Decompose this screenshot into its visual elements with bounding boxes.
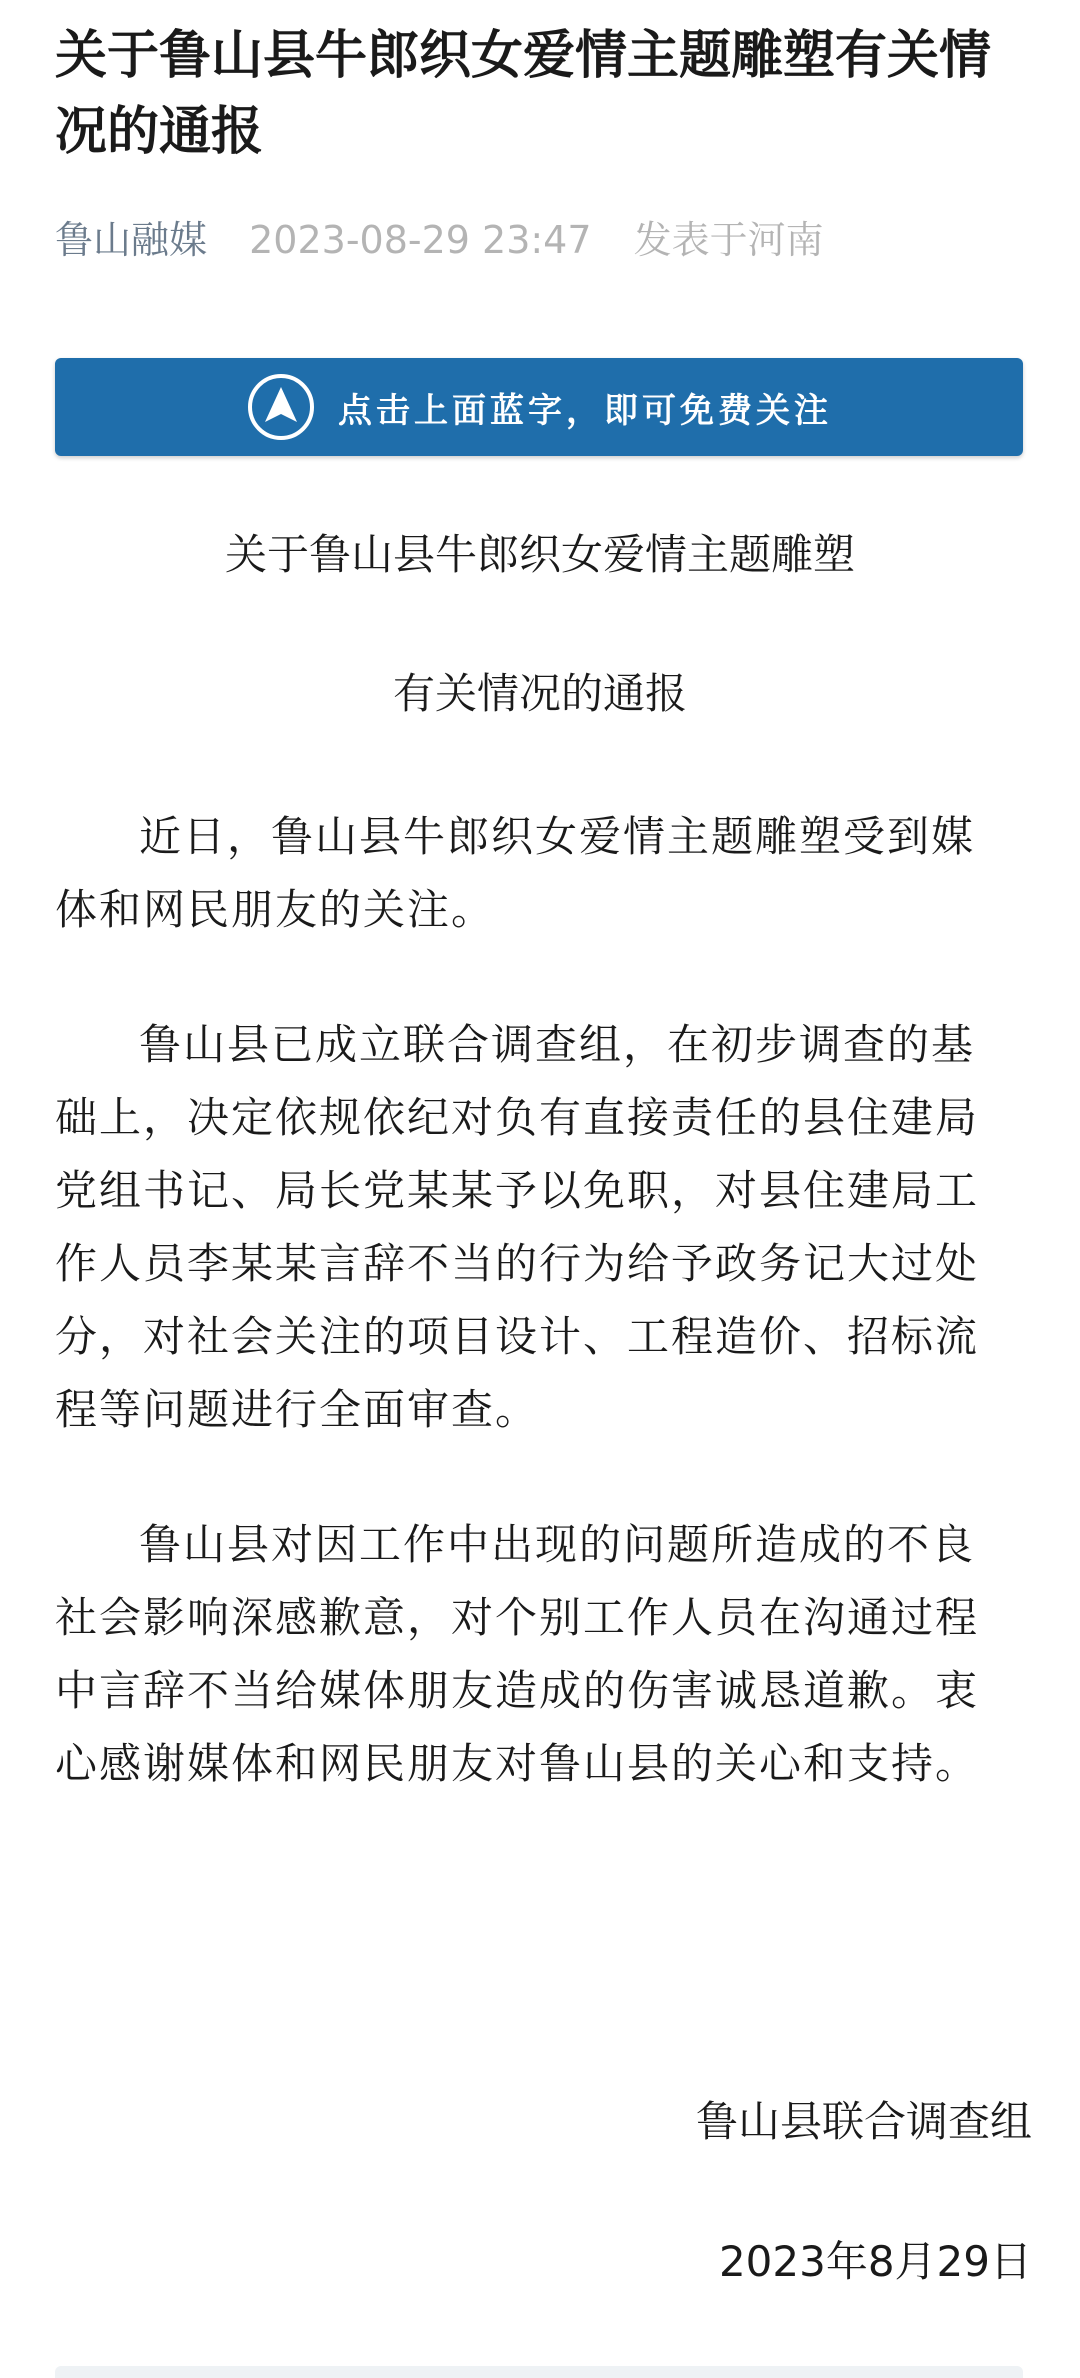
paragraph-2: 鲁山县已成立联合调查组，在初步调查的基础上，决定依规依纪对负有直接责任的县住建局党组书记、局长党某某予以免职，对县住建局工作人员李某某言辞不当的行为给予政务记大过处分，对社会关注的项目设计、工程造价、招标流程等问题进行全面审查。 — [55, 1020, 980, 1434]
signature-date: 2023年8月29日 — [718, 2237, 1032, 2286]
document-heading-line-2: 有关情况的通报 — [392, 669, 687, 718]
navigation-arrow-icon — [246, 372, 316, 442]
author-link[interactable]: 鲁山融媒 — [55, 218, 208, 262]
follow-banner-label: 点击上面蓝字，即可免费关注 — [338, 390, 832, 431]
paragraph-3: 鲁山县对因工作中出现的问题所造成的不良社会影响深感歉意，对个别工作人员在沟通过程中言辞不当给媒体朋友造成的伤害诚恳道歉。衷心感谢媒体和网民朋友对鲁山县的关心和支持。 — [55, 1520, 980, 1788]
publish-location: 发表于河南 — [633, 218, 824, 262]
article-title: 关于鲁山县牛郎织女爱情主题雕塑有关情况的通报 — [55, 26, 992, 162]
follow-banner[interactable] — [55, 358, 1023, 456]
paragraph-1: 近日，鲁山县牛郎织女爱情主题雕塑受到媒体和网民朋友的关注。 — [55, 812, 976, 934]
publish-datetime: 2023-08-29 23:47 — [249, 218, 592, 262]
bottom-card-edge — [55, 2366, 1023, 2378]
article-meta — [55, 212, 824, 268]
document-heading-line-1: 关于鲁山县牛郎织女爱情主题雕塑 — [224, 530, 855, 579]
signature-organization: 鲁山县联合调查组 — [695, 2097, 1032, 2146]
